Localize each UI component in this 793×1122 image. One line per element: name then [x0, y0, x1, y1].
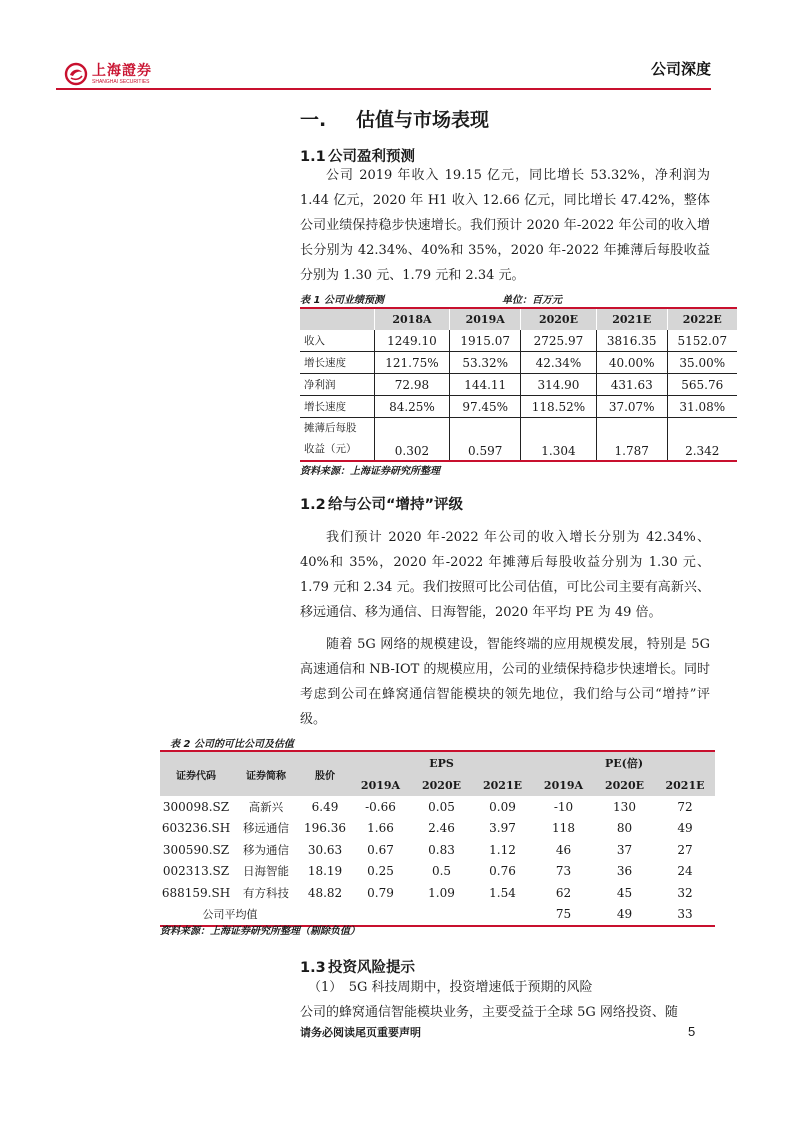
col-group-pe: PE(倍)	[533, 751, 715, 774]
table-header-cell: 2019A	[450, 308, 521, 330]
table-cell: 2.46	[428, 821, 455, 836]
table-header-cell: 2021E	[596, 308, 667, 330]
table-cell: 1.54	[489, 885, 516, 900]
table-cell: 31.08%	[667, 396, 737, 418]
table-header-row	[300, 308, 737, 330]
table-cell: 49	[677, 821, 693, 836]
table-cell: -10	[553, 799, 574, 814]
logo-english-text: SHANGHAI SECURITIES	[92, 78, 150, 85]
stock-code: 688159.SH	[161, 885, 231, 900]
table-cell: 314.90	[521, 374, 597, 396]
table-cell: 0.5	[431, 864, 452, 879]
company-logo	[64, 56, 164, 92]
subsection-heading-1-3	[300, 956, 415, 977]
table-cell: 1.787	[596, 418, 667, 462]
risk-text: 公司的蜂窝通信智能模块业务，主要受益于全球 5G 网络投资、随	[300, 1005, 678, 1020]
col-group-eps: EPS	[350, 751, 533, 774]
table2-caption: 表 2 公司的可比公司及估值	[170, 739, 294, 750]
stock-name: 日海智能	[243, 864, 289, 879]
table1-caption-row	[300, 291, 740, 306]
table-row	[160, 796, 715, 818]
table-cell: 1.12	[489, 842, 516, 857]
header-divider	[56, 88, 711, 90]
stock-name: 移为通信	[243, 842, 289, 857]
subsection-number: 1.3	[300, 960, 326, 976]
table1-caption: 表 1 公司业绩预测	[300, 295, 384, 306]
table-row	[300, 352, 737, 374]
col-header-code: 证券代码	[160, 751, 232, 796]
table-cell: 35.00%	[667, 352, 737, 374]
table-cell: 118.52%	[521, 396, 597, 418]
stock-name: 移远通信	[243, 821, 289, 836]
table-cell: 72.98	[374, 374, 450, 396]
table-cell: 33	[655, 904, 715, 927]
table-cell: 0.79	[367, 885, 394, 900]
table-cell: 37.07%	[596, 396, 667, 418]
table-cell: 75	[533, 904, 594, 927]
table-cell: 36	[616, 864, 633, 879]
table-cell: 0.05	[428, 799, 455, 814]
stock-price: 30.63	[307, 842, 343, 857]
table-header-cell	[300, 308, 374, 330]
table-cell: 53.32%	[450, 352, 521, 374]
col-header-price: 股价	[300, 751, 350, 796]
year-header: 2020E	[411, 774, 472, 796]
table-cell: 1249.10	[374, 330, 450, 352]
col-header-name: 证券简称	[232, 751, 300, 796]
table-cell: 2.342	[667, 418, 737, 462]
table-cell: 72	[677, 799, 693, 814]
table-cell: 32	[677, 885, 693, 900]
table-cell: 118	[552, 821, 575, 836]
table-cell: 1.09	[428, 885, 455, 900]
table-cell: 144.11	[450, 374, 521, 396]
stock-name: 有方科技	[243, 885, 289, 900]
table-cell: 0.597	[450, 418, 521, 462]
table-cell: 0.25	[367, 864, 394, 879]
table-row	[300, 374, 737, 396]
table-cell: 62	[555, 885, 572, 900]
row-label: 增长速度	[300, 352, 374, 374]
table-row	[160, 882, 715, 904]
row-label: 收入	[300, 330, 374, 352]
stock-name: 高新兴	[248, 799, 284, 814]
section-number: 一.	[300, 109, 327, 131]
table-cell: 121.75%	[374, 352, 450, 374]
year-header: 2019A	[533, 774, 594, 796]
subsection-number: 1.2	[300, 497, 326, 513]
table-header-cell: 2020E	[521, 308, 597, 330]
table-header-row	[160, 751, 715, 774]
table2-source: 资料来源：上海证券研究所整理（剔除负值）	[160, 926, 360, 937]
table-cell: 37	[616, 842, 633, 857]
table-cell: 80	[616, 821, 633, 836]
table-cell: 3816.35	[596, 330, 667, 352]
table-cell: 0.302	[374, 418, 450, 462]
table-cell: 40.00%	[596, 352, 667, 374]
table-cell: 84.25%	[374, 396, 450, 418]
table-row	[160, 861, 715, 883]
table-cell: 431.63	[596, 374, 667, 396]
table-cell: 46	[555, 842, 572, 857]
table-cell: 42.34%	[521, 352, 597, 374]
table-cell: 1.66	[367, 821, 394, 836]
rating-paragraph-1: 我们预计 2020 年-2022 年公司的收入增长分别为 42.34%、40%和 35%，2020 年-2022 年摊薄后每股收益分别为 1.30 元、1.79 元和 2.34 元。我们按照可比公司估值，可比公司主要有高新兴、移远通信、移为通信、日海智能，2020 年平均 PE 为 49 倍。	[300, 530, 710, 620]
table-cell: 0.09	[489, 799, 516, 814]
table-row	[160, 839, 715, 861]
risk-item-1: （1） 5G 科技周期中，投资增速低于预期的风险	[308, 980, 593, 995]
earnings-forecast-table	[300, 307, 737, 462]
subsection-title: 公司盈利预测	[328, 149, 415, 165]
table-cell: 0.83	[428, 842, 455, 857]
stock-price: 196.36	[304, 821, 346, 836]
average-label: 公司平均值	[160, 904, 300, 927]
row-label: 增长速度	[300, 396, 374, 418]
table-cell: 3.97	[489, 821, 516, 836]
table-header-cell: 2022E	[667, 308, 737, 330]
table-header-cell: 2018A	[374, 308, 450, 330]
table-cell: 2725.97	[521, 330, 597, 352]
risk-paragraph	[300, 975, 710, 1025]
table-cell: 1.304	[521, 418, 597, 462]
table-cell: 5152.07	[667, 330, 737, 352]
table-cell: 97.45%	[450, 396, 521, 418]
table-cell: 0.67	[367, 842, 394, 857]
subsection-title: 投资风险提示	[328, 960, 415, 976]
table-cell: 24	[677, 864, 693, 879]
table-cell: 45	[616, 885, 633, 900]
table-row	[160, 818, 715, 840]
table-cell: 27	[677, 842, 693, 857]
row-label: 净利润	[300, 374, 374, 396]
year-header: 2020E	[594, 774, 655, 796]
report-type-label: 公司深度	[650, 60, 711, 78]
table-cell: 565.76	[667, 374, 737, 396]
year-header: 2021E	[655, 774, 715, 796]
section-heading	[300, 105, 489, 132]
table-cell: 73	[555, 864, 572, 879]
table-cell: 130	[613, 799, 636, 814]
table1-source: 资料来源：上海证券研究所整理	[300, 466, 440, 477]
stock-code: 300098.SZ	[162, 799, 230, 814]
logo-chinese-text: 上海證券	[92, 62, 152, 79]
stock-code: 300590.SZ	[162, 842, 230, 857]
table-cell: 49	[594, 904, 655, 927]
comparable-companies-table	[160, 750, 715, 927]
table-cell: -0.66	[365, 799, 396, 814]
rating-paragraph-2: 随着 5G 网络的规模建设，智能终端的应用规模发展，特别是 5G 高速通信和 NB-IOT 的规模应用，公司的业绩保持稳步快速增长。同时考虑到公司在蜂窝通信智能模块的领先地位，我们给与公司“增持”评级。	[300, 637, 710, 727]
table1-unit: 单位：百万元	[502, 295, 562, 306]
subsection-number: 1.1	[300, 149, 326, 165]
table-row	[300, 396, 737, 418]
year-header: 2021E	[472, 774, 533, 796]
page-number: 5	[688, 1024, 696, 1039]
stock-code: 002313.SZ	[162, 864, 230, 879]
table-row	[300, 418, 737, 462]
stock-price: 48.82	[307, 885, 343, 900]
subsection-title: 给与公司“增持”评级	[328, 497, 464, 513]
year-header: 2019A	[350, 774, 411, 796]
footer-disclaimer: 请务必阅读尾页重要声明	[300, 1026, 421, 1039]
table-row	[300, 330, 737, 352]
table-cell: 1915.07	[450, 330, 521, 352]
stock-price: 6.49	[311, 799, 339, 814]
logo-swirl-icon	[64, 62, 88, 86]
stock-code: 603236.SH	[161, 821, 231, 836]
stock-price: 18.19	[307, 864, 343, 879]
subsection-heading-1-2	[300, 493, 463, 514]
profit-forecast-paragraph: 公司 2019 年收入 19.15 亿元，同比增长 53.32%，净利润为 1.44 亿元，2020 年 H1 收入 12.66 亿元，同比增长 47.42%，整体公司业绩保持稳步快速增长。我们预计 2020 年-2022 年公司的收入增长分别为 42.34%、40%和 35%，2020 年-2022 年摊薄后每股收益分别为 1.30 元、1.79 元和 2.34 元。	[300, 168, 710, 283]
table-cell: 0.76	[489, 864, 516, 879]
row-label-eps: 摊薄后每股 收益（元）	[300, 418, 374, 462]
section-title: 估值与市场表现	[356, 109, 490, 131]
